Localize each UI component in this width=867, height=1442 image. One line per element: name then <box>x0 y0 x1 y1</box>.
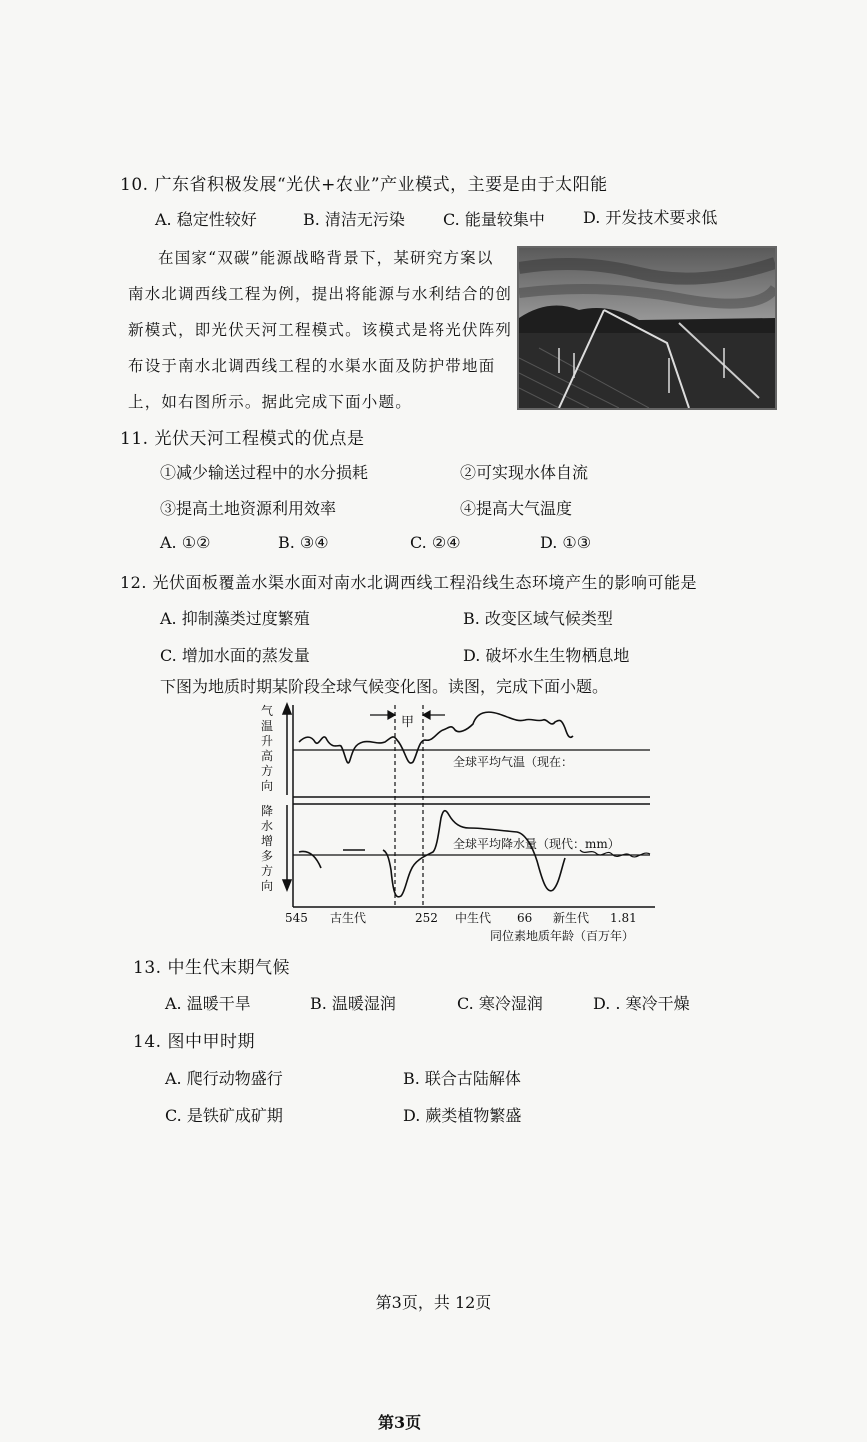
svg-text:高: 高 <box>261 749 274 763</box>
precipitation-curve <box>299 811 565 897</box>
temp-axis-label <box>261 703 273 793</box>
x-axis-ticks <box>285 910 637 925</box>
page-number: 第3页，共 12页 <box>375 1293 492 1312</box>
svg-text:温: 温 <box>261 719 274 733</box>
q14-option-c: C. 是铁矿成矿期 <box>165 1106 283 1125</box>
x-axis-title: 同位素地质年龄（百万年） <box>490 929 635 943</box>
precip-axis-label <box>261 804 273 893</box>
svg-text:增: 增 <box>261 834 274 848</box>
q13-option-d: D. . 寒冷干燥 <box>593 994 690 1013</box>
q13-option-a: A. 温暖干旱 <box>165 994 251 1013</box>
x-tick: 古生代 <box>330 911 367 925</box>
q10-stem: 10. 广东省积极发展“光伏+农业”产业模式，主要是由于太阳能 <box>120 175 608 195</box>
q11-statement-2: ②可实现水体自流 <box>460 463 589 482</box>
q11-option-a: A. ①② <box>160 533 211 552</box>
passage-line: 新模式，即光伏天河工程模式。该模式是将光伏阵列 <box>128 321 513 339</box>
passage-line: 南水北调西线工程为例，提出将能源与水利结合的创 <box>128 285 513 303</box>
svg-text:方: 方 <box>261 764 274 778</box>
svg-text:方: 方 <box>261 864 274 878</box>
q11-statement-1: ①减少输送过程中的水分损耗 <box>160 463 369 482</box>
q14-stem: 14. 图中甲时期 <box>133 1032 255 1052</box>
precip-baseline-label: 全球平均降水量（现代：mm） <box>453 837 620 851</box>
svg-text:向: 向 <box>261 879 274 893</box>
passage-line: 在国家“双碳”能源战略背景下，某研究方案以 <box>158 249 494 267</box>
precipitation-curve-tail <box>580 850 650 857</box>
q11-option-c: C. ②④ <box>410 533 461 552</box>
q14-option-a: A. 爬行动物盛行 <box>165 1069 283 1088</box>
x-tick: 新生代 <box>553 911 590 925</box>
svg-text:向: 向 <box>261 779 274 793</box>
period-jia-label: 甲 <box>401 715 415 730</box>
q13-option-c: C. 寒冷湿润 <box>457 994 543 1013</box>
x-tick: 中生代 <box>455 911 492 925</box>
passage-solar-canal <box>128 240 513 420</box>
svg-text:水: 水 <box>261 819 274 833</box>
climate-change-chart <box>255 700 675 945</box>
q14-option-d: D. 蕨类植物繁盛 <box>403 1106 522 1125</box>
svg-text:气: 气 <box>261 704 274 718</box>
q10-option-a: A. 稳定性较好 <box>155 210 257 229</box>
x-tick: 545 <box>285 911 308 925</box>
q12-option-a: A. 抑制藻类过度繁殖 <box>160 609 310 628</box>
q13-stem: 13. 中生代末期气候 <box>133 958 290 978</box>
svg-text:多: 多 <box>261 849 274 863</box>
q10-option-c: C. 能量较集中 <box>443 210 545 229</box>
x-tick: 1.81 <box>610 911 637 925</box>
q10-option-b: B. 清洁无污染 <box>303 210 405 229</box>
precip-axis-arrow <box>283 805 291 890</box>
passage-climate-chart: 下图为地质时期某阶段全球气候变化图。读图，完成下面小题。 <box>160 677 609 696</box>
q10-option-d: D. 开发技术要求低 <box>583 208 718 227</box>
passage-line: 布设于南水北调西线工程的水渠水面及防护带地面 <box>128 357 496 375</box>
bottom-page-stamp: 第3页 <box>378 1413 422 1432</box>
temp-axis-arrow <box>283 704 291 795</box>
q14-option-b: B. 联合古陆解体 <box>403 1069 521 1088</box>
q12-option-d: D. 破坏水生生物栖息地 <box>463 646 630 665</box>
passage-line: 上，如右图所示。据此完成下面小题。 <box>128 393 412 411</box>
q11-option-b: B. ③④ <box>278 533 329 552</box>
x-tick: 252 <box>415 911 438 925</box>
svg-text:降: 降 <box>261 804 274 818</box>
x-tick: 66 <box>517 911 533 925</box>
q11-option-d: D. ①③ <box>540 533 592 552</box>
q11-statement-3: ③提高土地资源利用效率 <box>160 499 337 518</box>
temp-baseline-label: 全球平均气温（现在： <box>453 755 574 769</box>
q12-stem: 12. 光伏面板覆盖水渠水面对南水北调西线工程沿线生态环境产生的影响可能是 <box>120 573 698 592</box>
q13-option-b: B. 温暖湿润 <box>310 994 396 1013</box>
q11-stem: 11. 光伏天河工程模式的优点是 <box>120 429 365 449</box>
q12-option-c: C. 增加水面的蒸发量 <box>160 646 310 665</box>
solar-canal-photo <box>517 246 777 410</box>
q12-option-b: B. 改变区域气候类型 <box>463 609 613 628</box>
svg-text:升: 升 <box>261 734 274 748</box>
q11-statement-4: ④提高大气温度 <box>460 499 573 518</box>
